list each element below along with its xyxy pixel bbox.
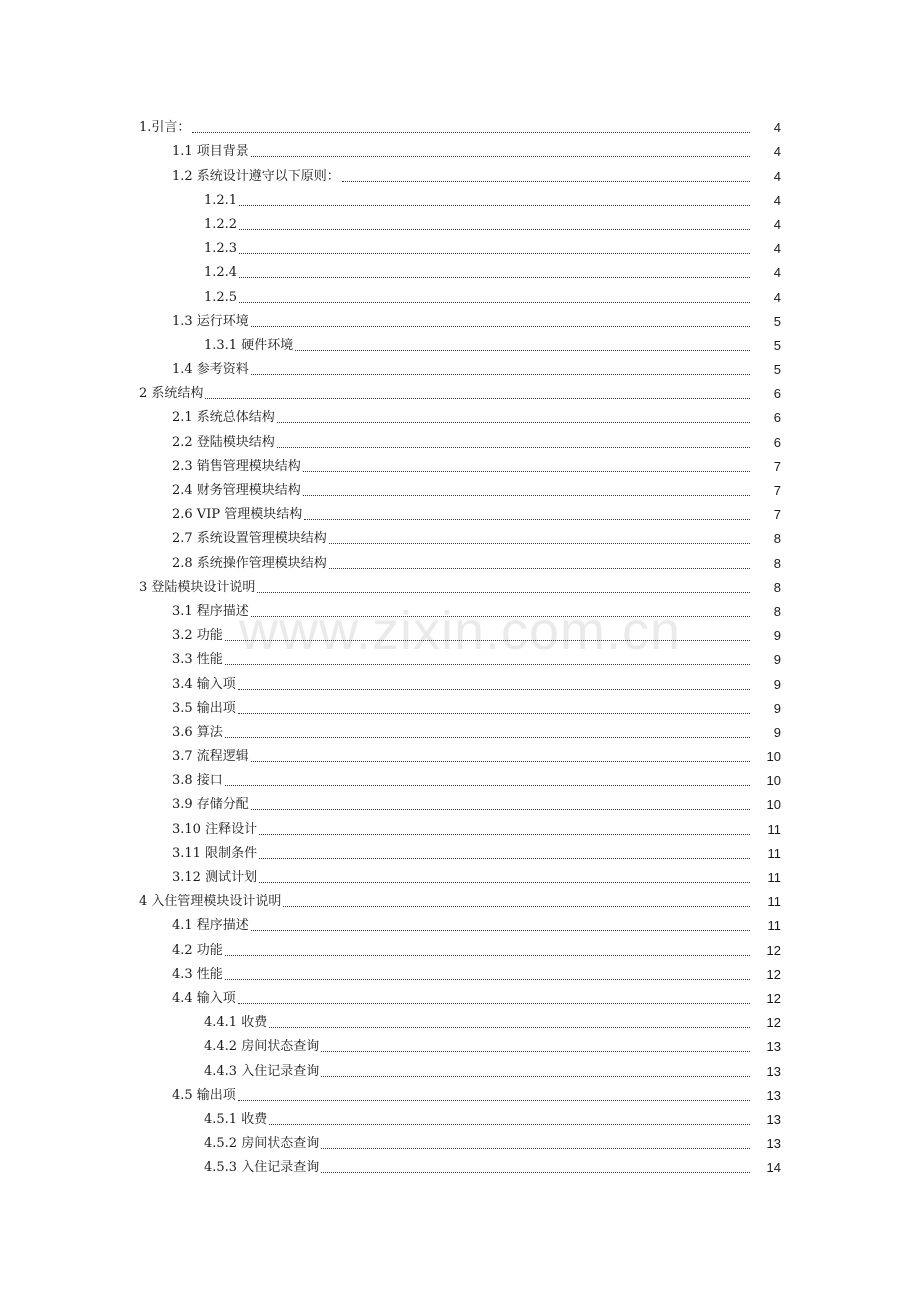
toc-entry-page: 9 — [773, 700, 781, 716]
toc-entry-title: 2.4 财务管理模块结构 — [172, 483, 301, 498]
toc-entry-page: 13 — [766, 1111, 781, 1127]
toc-entry-page: 5 — [773, 313, 781, 329]
toc-entry-title: 2.3 销售管理模块结构 — [172, 458, 301, 474]
toc-entry-page: 10 — [766, 749, 781, 765]
toc-entry[interactable] — [0, 380, 920, 404]
toc-entry-title: 1.2 系统设计遵守以下原则： — [172, 168, 340, 184]
toc-entry-page: 9 — [773, 652, 781, 668]
table-of-contents — [0, 114, 920, 1178]
toc-leader-dots — [277, 447, 750, 448]
toc-entry[interactable] — [0, 501, 920, 525]
toc-entry-title: 1.4 参考资料 — [172, 362, 249, 378]
toc-entry[interactable] — [0, 670, 920, 694]
toc-entry-title: 4.5 输出项 — [172, 1087, 236, 1103]
toc-entry-page: 5 — [773, 337, 781, 353]
toc-leader-dots — [251, 156, 750, 157]
toc-entry-page: 13 — [766, 1039, 781, 1055]
toc-leader-dots — [329, 568, 750, 569]
toc-leader-dots — [259, 834, 750, 835]
toc-entry-title: 3.7 流程逻辑 — [172, 749, 249, 765]
toc-entry[interactable] — [0, 961, 920, 985]
toc-leader-dots — [251, 930, 750, 931]
toc-leader-dots — [238, 1003, 750, 1004]
toc-entry[interactable] — [0, 622, 920, 646]
toc-entry-title: 4.4.1 收费 — [204, 1015, 268, 1031]
toc-entry-title: 3.11 限制条件 — [172, 845, 258, 861]
toc-leader-dots — [269, 1027, 750, 1028]
toc-entry-title: 1.3.1 硬件环境 — [204, 337, 294, 353]
toc-entry[interactable] — [0, 1057, 920, 1081]
toc-leader-dots — [239, 277, 750, 278]
toc-entry-title: 1.引言： — [139, 120, 191, 136]
toc-entry-page: 4 — [773, 265, 781, 281]
toc-entry-title: 1.2.5 — [204, 289, 238, 305]
toc-entry-title: 4 入住管理模块设计说明 — [139, 894, 282, 910]
toc-entry-page: 7 — [773, 483, 781, 498]
toc-leader-dots — [251, 616, 750, 617]
toc-entry[interactable] — [0, 211, 920, 235]
toc-entry-title: 2 系统结构 — [139, 386, 204, 402]
toc-entry-page: 9 — [773, 676, 781, 692]
toc-entry-page: 4 — [773, 192, 781, 208]
toc-entry[interactable] — [0, 574, 920, 598]
toc-leader-dots — [238, 1100, 750, 1101]
toc-leader-dots — [283, 906, 750, 907]
toc-entry-title: 3 登陆模块设计说明 — [139, 579, 256, 595]
toc-leader-dots — [251, 374, 750, 375]
toc-entry[interactable] — [0, 1130, 920, 1154]
toc-leader-dots — [225, 664, 750, 665]
toc-entry-title: 1.1 项目背景 — [172, 144, 249, 160]
toc-entry-page: 12 — [766, 1015, 781, 1031]
toc-entry[interactable] — [0, 404, 920, 428]
toc-entry-title: 1.2.2 — [204, 216, 238, 232]
toc-leader-dots — [239, 205, 750, 206]
toc-entry-page: 4 — [773, 216, 781, 232]
toc-entry[interactable] — [0, 283, 920, 307]
toc-entry-page: 5 — [773, 362, 781, 378]
toc-entry-page: 8 — [773, 603, 781, 619]
toc-entry[interactable] — [0, 308, 920, 332]
toc-entry-title: 2.2 登陆模块结构 — [172, 434, 275, 450]
toc-entry[interactable] — [0, 598, 920, 622]
toc-entry[interactable] — [0, 162, 920, 186]
toc-entry[interactable] — [0, 114, 920, 138]
toc-entry[interactable] — [0, 477, 920, 501]
toc-leader-dots — [269, 1124, 750, 1125]
toc-entry[interactable] — [0, 1106, 920, 1130]
toc-leader-dots — [225, 640, 750, 641]
toc-entry-page: 8 — [773, 555, 781, 571]
toc-entry[interactable] — [0, 646, 920, 670]
toc-leader-dots — [238, 713, 750, 714]
toc-entry[interactable] — [0, 1154, 920, 1178]
toc-entry-page: 7 — [773, 458, 781, 474]
toc-entry-page: 8 — [773, 579, 781, 595]
toc-entry-page: 4 — [773, 120, 781, 136]
toc-entry-page: 4 — [773, 168, 781, 184]
toc-leader-dots — [251, 809, 750, 810]
toc-entry-title: 3.5 输出项 — [172, 700, 236, 716]
toc-leader-dots — [205, 398, 750, 399]
toc-entry[interactable] — [0, 791, 920, 815]
toc-leader-dots — [239, 229, 750, 230]
toc-entry-title: 3.1 程序描述 — [172, 603, 249, 619]
toc-leader-dots — [321, 1148, 750, 1149]
toc-leader-dots — [304, 519, 750, 520]
toc-entry-page: 13 — [766, 1087, 781, 1103]
toc-leader-dots — [259, 882, 750, 883]
watermark: www.zixin.com.cn — [238, 601, 682, 661]
toc-entry-title: 4.5.3 入住记录查询 — [204, 1160, 320, 1176]
toc-entry[interactable] — [0, 1009, 920, 1033]
toc-entry-page: 12 — [766, 966, 781, 982]
toc-entry-page: 6 — [773, 434, 781, 450]
toc-entry-page: 14 — [766, 1160, 781, 1176]
toc-entry[interactable] — [0, 187, 920, 211]
toc-entry-page: 12 — [766, 990, 781, 1006]
toc-leader-dots — [192, 132, 750, 133]
toc-leader-dots — [239, 253, 750, 254]
toc-leader-dots — [259, 858, 750, 859]
toc-leader-dots — [329, 543, 750, 544]
toc-entry-title: 4.5.1 收费 — [204, 1111, 268, 1127]
toc-entry-title: 3.2 功能 — [172, 628, 223, 644]
toc-leader-dots — [342, 181, 750, 182]
toc-entry[interactable] — [0, 840, 920, 864]
toc-entry[interactable] — [0, 719, 920, 743]
toc-entry-title: 3.10 注释设计 — [172, 821, 258, 837]
toc-entry[interactable] — [0, 332, 920, 356]
toc-leader-dots — [225, 737, 750, 738]
toc-entry-title: 3.6 算法 — [172, 724, 223, 740]
toc-leader-dots — [303, 495, 750, 496]
toc-entry-page: 12 — [766, 942, 781, 958]
toc-entry-title: 4.4.3 入住记录查询 — [204, 1063, 320, 1079]
toc-entry-title: 3.9 存储分配 — [172, 797, 249, 813]
toc-leader-dots — [225, 979, 750, 980]
toc-entry[interactable] — [0, 525, 920, 549]
toc-entry-title: 4.4 输入项 — [172, 990, 236, 1006]
toc-entry-title: 4.2 功能 — [172, 942, 223, 958]
toc-entry-page: 13 — [766, 1063, 781, 1079]
toc-entry-page: 4 — [773, 241, 781, 257]
toc-entry-page: 11 — [767, 821, 781, 837]
toc-leader-dots — [321, 1051, 750, 1052]
toc-leader-dots — [257, 592, 750, 593]
toc-entry[interactable] — [0, 259, 920, 283]
toc-entry-title: 4.1 程序描述 — [172, 918, 249, 934]
toc-entry[interactable] — [0, 912, 920, 936]
toc-entry[interactable] — [0, 428, 920, 452]
toc-entry[interactable] — [0, 743, 920, 767]
toc-entry-title: 3.8 接口 — [172, 773, 223, 789]
toc-entry[interactable] — [0, 138, 920, 162]
toc-entry[interactable] — [0, 695, 920, 719]
toc-entry-title: 2.1 系统总体结构 — [172, 410, 275, 426]
toc-entry-page: 13 — [766, 1136, 781, 1152]
toc-entry-page: 7 — [773, 507, 781, 523]
toc-entry-title: 3.3 性能 — [172, 652, 223, 668]
toc-entry-title: 4.3 性能 — [172, 966, 223, 982]
toc-leader-dots — [238, 689, 750, 690]
toc-entry[interactable] — [0, 888, 920, 912]
toc-entry[interactable] — [0, 356, 920, 380]
toc-entry[interactable] — [0, 235, 920, 259]
toc-entry-page: 11 — [767, 845, 781, 861]
toc-entry[interactable] — [0, 549, 920, 573]
toc-entry-page: 8 — [773, 531, 781, 547]
toc-entry-page: 4 — [773, 144, 781, 160]
toc-leader-dots — [321, 1172, 750, 1173]
toc-entry-title: 3.4 输入项 — [172, 676, 236, 692]
toc-entry[interactable] — [0, 1033, 920, 1057]
toc-entry-page: 10 — [766, 773, 781, 789]
toc-entry-page: 9 — [773, 628, 781, 644]
toc-entry-page: 6 — [773, 386, 781, 402]
toc-entry-title: 2.7 系统设置管理模块结构 — [172, 531, 327, 547]
toc-leader-dots — [225, 785, 750, 786]
toc-leader-dots — [251, 761, 750, 762]
toc-entry[interactable] — [0, 767, 920, 791]
toc-entry-page: 11 — [767, 894, 781, 910]
toc-leader-dots — [277, 422, 750, 423]
toc-entry[interactable] — [0, 453, 920, 477]
toc-entry[interactable] — [0, 936, 920, 960]
toc-entry-page: 4 — [773, 289, 781, 305]
toc-leader-dots — [303, 471, 750, 472]
toc-entry[interactable] — [0, 815, 920, 839]
toc-entry-page: 10 — [766, 797, 781, 813]
toc-entry-title: 4.4.2 房间状态查询 — [204, 1039, 320, 1055]
toc-entry-title: 2.8 系统操作管理模块结构 — [172, 555, 327, 571]
toc-entry[interactable] — [0, 985, 920, 1009]
toc-leader-dots — [239, 302, 750, 303]
toc-entry-title: 2.6 VIP 管理模块结构 — [172, 507, 303, 523]
toc-entry[interactable] — [0, 864, 920, 888]
toc-entry-title: 1.3 运行环境 — [172, 313, 249, 329]
toc-entry-title: 1.2.1 — [204, 192, 238, 208]
toc-leader-dots — [251, 326, 750, 327]
toc-entry-title: 3.12 测试计划 — [172, 870, 258, 885]
toc-leader-dots — [225, 955, 750, 956]
toc-entry-title: 1.2.4 — [204, 265, 238, 281]
toc-leader-dots — [295, 350, 750, 351]
toc-entry-title: 4.5.2 房间状态查询 — [204, 1136, 320, 1152]
toc-entry-page: 11 — [767, 870, 781, 885]
toc-entry-title: 1.2.3 — [204, 241, 238, 257]
toc-entry-page: 9 — [773, 724, 781, 740]
toc-entry-page: 6 — [773, 410, 781, 426]
toc-entry[interactable] — [0, 1082, 920, 1106]
toc-leader-dots — [321, 1076, 750, 1077]
toc-entry-page: 11 — [767, 918, 781, 934]
